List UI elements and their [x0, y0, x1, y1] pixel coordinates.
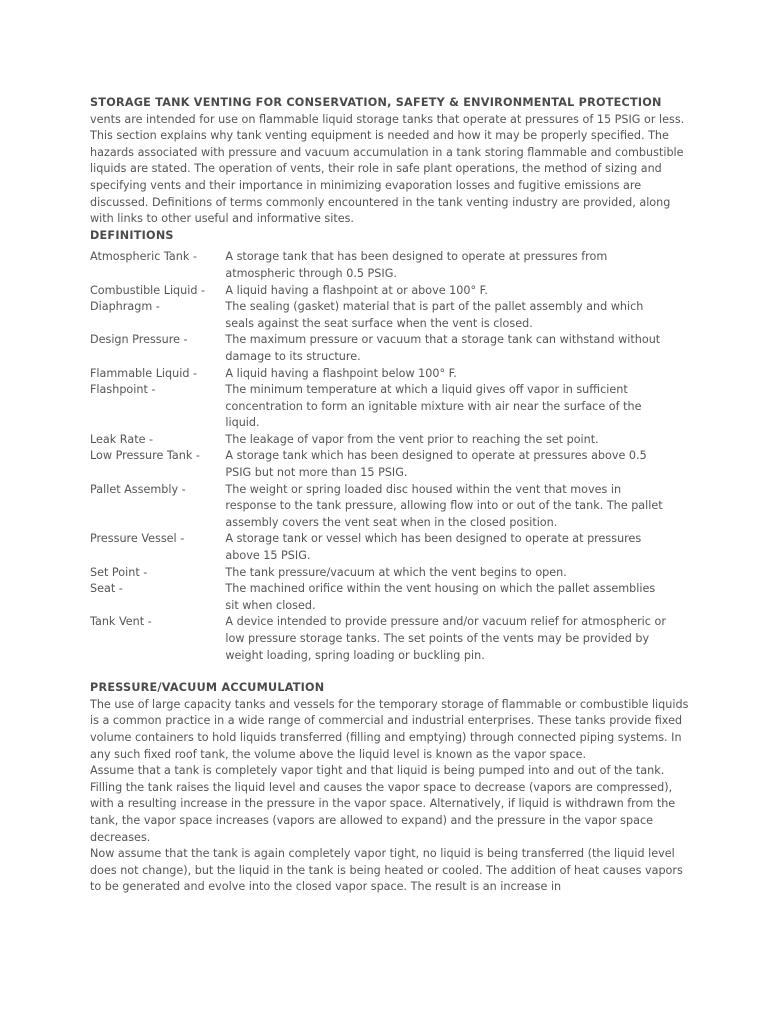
definition-term: Tank Vent -	[90, 615, 152, 629]
definition-term: Pressure Vessel -	[90, 532, 185, 546]
section-paragraph: Now assume that the tank is again completely vapor tight, no liquid is being transferred (the liquid level does not change), but the liquid in the tank is being heated or cooled. The addition of heat causes vapors to be generated and evolve into the closed vapor space. The result is an increase in	[90, 847, 683, 894]
definition-term: Flammable Liquid -	[90, 366, 198, 380]
definition-term: Leak Rate -	[90, 432, 154, 446]
pressure-vacuum-section	[90, 680, 690, 896]
section-heading: PRESSURE/VACUUM ACCUMULATION	[90, 681, 325, 695]
definition-desc: The minimum temperature at which a liquid gives off vapor in sufficient concentration to form an ignitable mixture with air near the surface of the liquid.	[225, 383, 642, 430]
definition-term: Pallet Assembly -	[90, 482, 186, 496]
definition-term: Design Pressure -	[90, 333, 188, 347]
definition-row	[90, 366, 670, 383]
definition-term: Seat -	[90, 582, 123, 596]
definition-desc: The machined orifice within the vent housing on which the pallet assemblies sit when closed.	[225, 582, 656, 612]
definition-row	[90, 565, 670, 582]
definitions-table	[90, 249, 670, 664]
section-paragraph: Assume that a tank is completely vapor tight and that liquid is being pumped into and out of the tank. Filling the tank raises the liquid level and causes the vapor space to decrease (vapors are compressed), with a resulting increase in the pressure in the vapor space. Alternatively, if liquid is withdrawn from the tank, the vapor space increases (vapors are allowed to expand) and the pressure in the vapor space decreases.	[90, 764, 676, 844]
definition-term: Combustible Liquid -	[90, 283, 206, 297]
definition-desc: A storage tank which has been designed to operate at pressures above 0.5 PSIG but not more than 15 PSIG.	[225, 449, 647, 480]
definition-term: Flashpoint -	[90, 383, 156, 397]
section-paragraph: The use of large capacity tanks and vessels for the temporary storage of flammable or combustible liquids is a common practice in a wide range of commercial and industrial enterprises. These tanks provide fixed volume containers to hold liquids transferred (filling and emptying) through connected piping systems. In any such fixed roof tank, the volume above the liquid level is known as the vapor space.	[90, 697, 689, 761]
definition-term: Atmospheric Tank -	[90, 250, 197, 264]
definition-row	[90, 249, 670, 282]
definition-desc: A storage tank that has been designed to operate at pressures from atmospheric through 0.5 PSIG.	[225, 250, 608, 280]
definition-row	[90, 448, 670, 481]
definition-row	[90, 482, 670, 532]
definition-row	[90, 581, 670, 614]
definition-desc: A liquid having a flashpoint below 100° F.	[225, 366, 457, 380]
definition-desc: The maximum pressure or vacuum that a storage tank can withstand without damage to its structure.	[225, 333, 661, 363]
definition-term: Diaphragm -	[90, 300, 160, 314]
definition-row	[90, 432, 670, 449]
document-title: STORAGE TANK VENTING FOR CONSERVATION, SAFETY & ENVIRONMENTAL PROTECTION	[90, 96, 662, 109]
definition-row	[90, 299, 670, 332]
definition-term: Low Pressure Tank -	[90, 449, 200, 463]
definition-term: Set Point -	[90, 565, 148, 579]
definition-desc: The weight or spring loaded disc housed within the vent that moves in response to the tank pressure, allowing flow into or out of the tank. The pallet assembly covers the vent seat when in the closed position.	[225, 482, 663, 529]
definition-row	[90, 531, 670, 564]
document-page	[90, 95, 690, 896]
definition-desc: The tank pressure/vacuum at which the vent begins to open.	[225, 565, 567, 579]
definitions-heading: DEFINITIONS	[90, 228, 174, 242]
definition-desc: A device intended to provide pressure and/or vacuum relief for atmospheric or low pressure storage tanks. The set points of the vents may be provided by weight loading, spring loading or buckling pin.	[225, 615, 666, 662]
intro-paragraph: vents are intended for use on flammable liquid storage tanks that operate at pressures of 15 PSIG or less. This section explains why tank venting equipment is needed and how it may be properly specified. The hazards associated with pressure and vacuum accumulation in a tank storing flammable and combustible liquids are stated. The operation of vents, their role in safe plant operations, the method of sizing and specifying vents and their importance in minimizing evaporation losses and fugitive emissions are discussed. Definitions of terms commonly encountered in the tank venting industry are provided, along with links to other useful and informative sites.	[90, 112, 685, 226]
definition-desc: A storage tank or vessel which has been designed to operate at pressures above 15 PSIG.	[225, 532, 642, 563]
definition-desc: A liquid having a flashpoint at or above 100° F.	[225, 283, 488, 297]
definition-row	[90, 382, 670, 432]
definition-row	[90, 332, 670, 365]
definition-row	[90, 283, 670, 300]
definition-desc: The sealing (gasket) material that is part of the pallet assembly and which seals against the seat surface when the vent is closed.	[225, 300, 644, 330]
definition-row	[90, 614, 670, 664]
definition-desc: The leakage of vapor from the vent prior to reaching the set point.	[225, 432, 599, 446]
